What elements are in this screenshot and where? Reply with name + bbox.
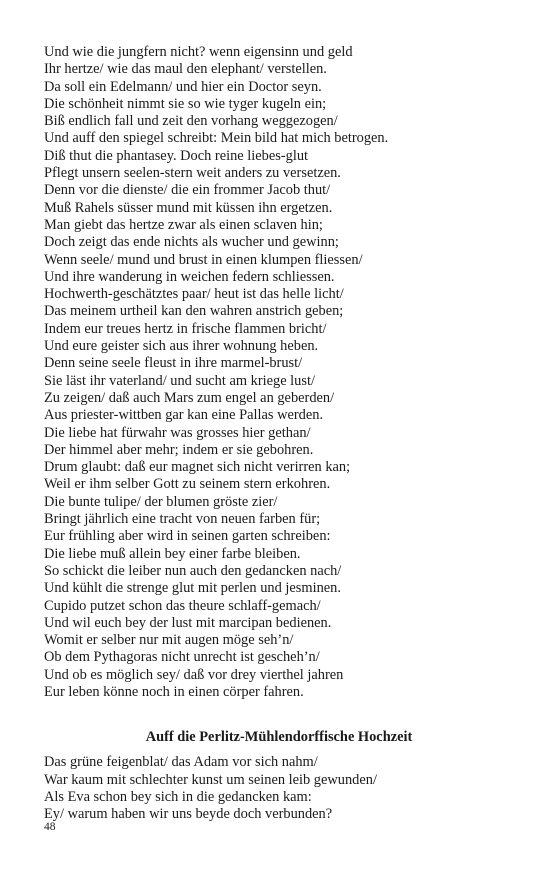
poem-line: Sie läst ihr vaterland/ und sucht am kriege lust/ xyxy=(44,372,315,389)
poem-line: Diß thut die phantasey. Doch reine liebes-glut xyxy=(44,147,309,164)
poem-line: Man giebt das hertze zwar als einen sclaven hin; xyxy=(44,216,323,233)
poem-body xyxy=(44,754,514,823)
poem-line: Denn vor die dienste/ die ein frommer Jacob thut/ xyxy=(44,182,331,199)
poem-line: Ihr hertze/ wie das maul den elephant/ verstellen. xyxy=(44,61,327,78)
poem-line: Und wie die jungfern nicht? wenn eigensinn und geld xyxy=(44,44,353,60)
poem-line: Da soll ein Edelmann/ und hier ein Doctor seyn. xyxy=(44,78,322,95)
poem-line: Eur leben könne noch in einen cörper fahren. xyxy=(44,683,304,700)
poem-line: Ob dem Pythagoras nicht unrecht ist gescheh’n/ xyxy=(44,649,320,666)
poem-line: Biß endlich fall und zeit den vorhang weggezogen/ xyxy=(44,113,338,130)
poem-line: Eur frühling aber wird in seinen garten schreiben: xyxy=(44,528,331,545)
poem-line: Pflegt unsern seelen-stern weit anders zu versetzen. xyxy=(44,165,341,182)
poem-line: Denn seine seele fleust in ihre marmel-brust/ xyxy=(44,355,303,372)
poem-line: Muß Rahels süsser mund mit küssen ihn ergetzen. xyxy=(44,199,333,216)
poem-line: Das grüne feigenblat/ das Adam vor sich nahm/ xyxy=(44,754,318,771)
poem-line: Zu zeigen/ daß auch Mars zum engel an geberden/ xyxy=(44,389,335,406)
poem-line: Doch zeigt das ende nichts als wucher und gewinn; xyxy=(44,234,339,251)
poem-title: Auff die Perlitz-Mühlendorffische Hochzeit xyxy=(145,729,413,746)
poem-line: Womit er selber nur mit augen möge seh’n/ xyxy=(44,632,294,649)
poem-line: Bringt jährlich eine tracht von neuen farben für; xyxy=(44,511,321,528)
poem-line: Aus priester-wittben gar kan eine Pallas werden. xyxy=(44,407,324,424)
page-number: 48 xyxy=(44,821,56,833)
poem-line: Und eure geister sich aus ihrer wohnung heben. xyxy=(44,338,319,355)
poem-line: Der himmel aber mehr; indem er sie gebohren. xyxy=(44,441,314,458)
poem-line: Und ihre wanderung in weichen federn schliessen. xyxy=(44,268,335,285)
poem-line: Hochwerth-geschätztes paar/ heut ist das helle licht/ xyxy=(44,286,344,303)
poem-line: Die liebe hat fürwahr was grosses hier gethan/ xyxy=(44,424,311,441)
poem-line: Drum glaubt: daß eur magnet sich nicht verirren kan; xyxy=(44,459,351,476)
poem-line: Und ob es möglich sey/ daß vor drey vierthel jahren xyxy=(44,666,344,683)
page-body xyxy=(44,44,514,823)
poem-line: Wenn seele/ mund und brust in einen klumpen fliessen/ xyxy=(44,251,363,268)
poem-line: Das meinem urtheil kan den wahren anstrich geben; xyxy=(44,303,344,320)
poem-line: Die schönheit nimmt sie so wie tyger kugeln ein; xyxy=(44,95,327,112)
poem-line: Die bunte tulipe/ der blumen gröste zier/ xyxy=(44,493,278,510)
poem-continuation xyxy=(44,44,514,701)
poem-line: Und kühlt die strenge glut mit perlen und jesminen. xyxy=(44,580,341,597)
poem-line: So schickt die leiber nun auch den gedancken nach/ xyxy=(44,562,342,579)
poem-line: Indem eur treues hertz in frische flammen bricht/ xyxy=(44,320,327,337)
poem-line: Und auff den spiegel schreibt: Mein bild hat mich betrogen. xyxy=(44,130,389,147)
poem-line: Und wil euch bey der lust mit marcipan bedienen. xyxy=(44,614,332,631)
poem-line: Die liebe muß allein bey einer farbe bleiben. xyxy=(44,545,301,562)
poem-line: Als Eva schon bey sich in die gedancken kam: xyxy=(44,788,312,805)
poem-line: Ey/ warum haben wir uns beyde doch verbunden? xyxy=(44,806,333,823)
poem-line: Cupido putzet schon das theure schlaff-gemach/ xyxy=(44,597,321,614)
poem-line: Weil er ihm selber Gott zu seinem stern erkohren. xyxy=(44,476,331,493)
poem-line: War kaum mit schlechter kunst um seinen leib gewunden/ xyxy=(44,771,377,788)
